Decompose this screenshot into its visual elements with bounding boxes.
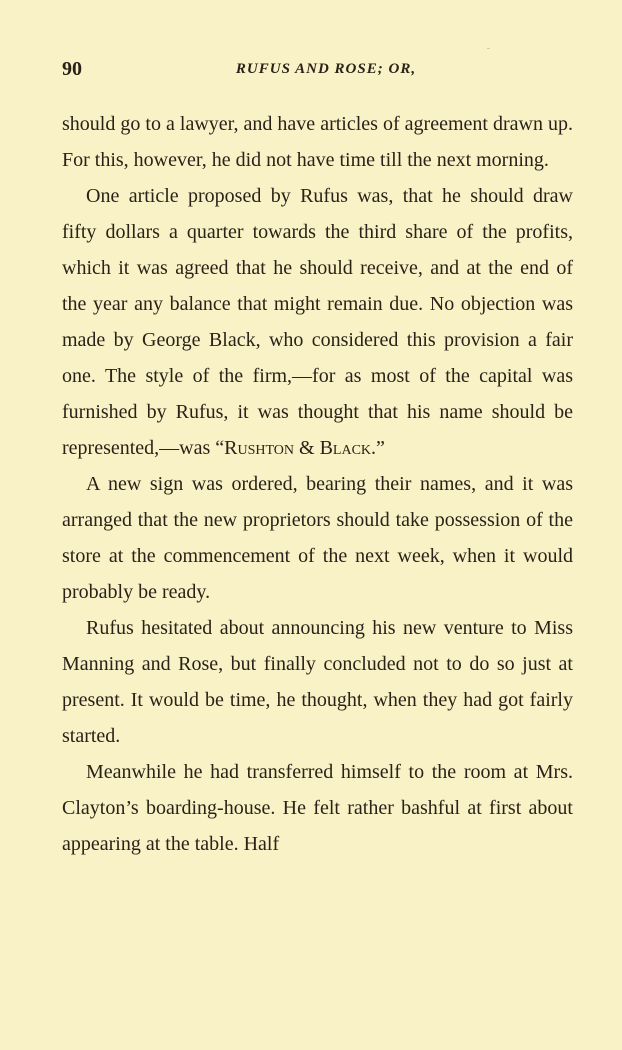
paper-speck bbox=[487, 48, 490, 49]
paragraph-2 bbox=[62, 178, 573, 466]
paragraph-2-end: .” bbox=[371, 437, 385, 459]
firm-name: Rushton & Black bbox=[224, 437, 372, 459]
page-body bbox=[62, 106, 573, 862]
running-title: RUFUS AND ROSE; OR, bbox=[235, 61, 417, 77]
paragraph-1: should go to a lawyer, and have articles of agreement drawn up. For this, however, he did not have time till the next morning. bbox=[62, 113, 573, 171]
paragraph-2-text: One article proposed by Rufus was, that he should draw fifty dollars a quarter towards the third share of the profits, which it was agreed that he should receive, and at the end of the year any balance that might remain due. No objection was made by George Black, who considered this provision a fair one. The style of the firm,—for as most of the capital was furnished by Rufus, it was thought that his name should be represented,—was “ bbox=[62, 185, 573, 459]
paragraph-3: A new sign was ordered, bearing their names, and it was arranged that the new proprietors should take possession of the store at the commencement of the next week, when it would probably be ready. bbox=[62, 473, 573, 603]
page-number: 90 bbox=[62, 58, 82, 80]
paragraph-5: Meanwhile he had transferred himself to the room at Mrs. Clayton’s boarding-house. He felt rather bashful at first about appearing at the table. Half bbox=[62, 761, 573, 855]
paragraph-4: Rufus hesitated about announcing his new venture to Miss Manning and Rose, but finally concluded not to do so just at present. It would be time, he thought, when they had got fairly started. bbox=[62, 617, 573, 747]
